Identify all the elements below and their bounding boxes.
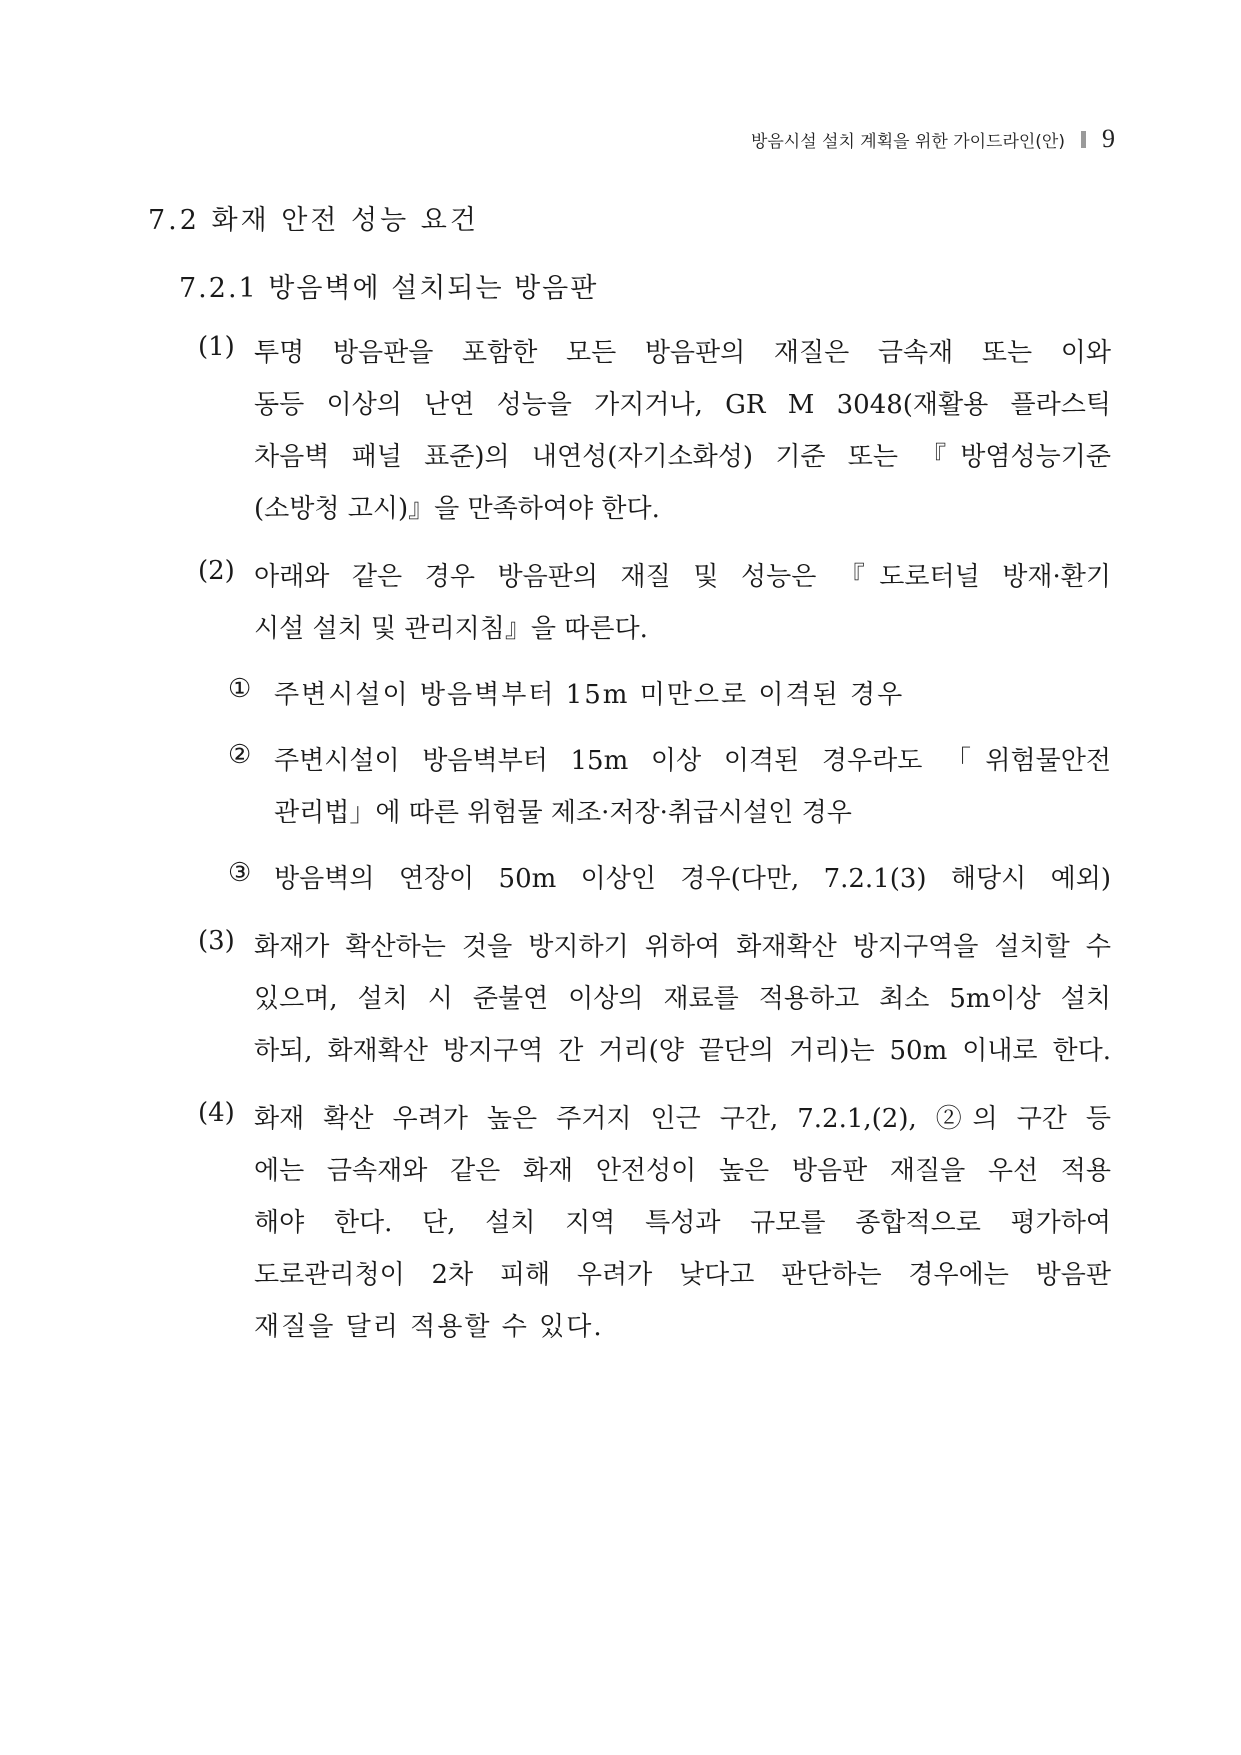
item-4-line-3: 해야 한다. 단, 설치 지역 특성과 규모를 종합적으로 평가하여 [254, 1208, 1111, 1238]
header-title: 방음시설 설치 계획을 위한 가이드라인(안) [750, 131, 1065, 152]
page-number: 9 [1102, 124, 1115, 153]
item-2-line-2: 시설 설치 및 관리지침』을 따른다. [254, 614, 648, 644]
item-1-line-1: 투명 방음판을 포함한 모든 방음판의 재질은 금속재 또는 이와 [254, 338, 1111, 368]
page-header [751, 124, 1115, 154]
item-2-marker: (2) [198, 556, 235, 586]
item-1-marker: (1) [198, 332, 235, 362]
subitem-2-marker: ② [228, 740, 252, 770]
subitem-2-line-2: 관리법」에 따른 위험물 제조·저장·취급시설인 경우 [274, 798, 852, 828]
item-4-line-5: 재질을 달리 적용할 수 있다. [254, 1312, 604, 1342]
item-1-line-3: 차음벽 패널 표준)의 내연성(자기소화성) 기준 또는 『방염성능기준 [254, 442, 1111, 472]
item-1-line-4: (소방청 고시)』을 만족하여야 한다. [254, 494, 660, 524]
item-4-line-2: 에는 금속재와 같은 화재 안전성이 높은 방음판 재질을 우선 적용 [254, 1156, 1111, 1186]
subitem-3-line-1: 방음벽의 연장이 50m 이상인 경우(다만, 7.2.1(3) 해당시 예외) [274, 864, 1111, 894]
subitem-1-marker: ① [228, 674, 252, 704]
item-3-line-1: 화재가 확산하는 것을 방지하기 위하여 화재확산 방지구역을 설치할 수 [254, 932, 1111, 962]
subsection-title: 7.2.1 방음벽에 설치되는 방음판 [179, 273, 599, 304]
item-2-line-1: 아래와 같은 경우 방음판의 재질 및 성능은 『도로터널 방재·환기 [254, 562, 1111, 592]
section-title: 7.2 화재 안전 성능 요건 [148, 205, 479, 236]
item-3-line-3: 하되, 화재확산 방지구역 간 거리(양 끝단의 거리)는 50m 이내로 한다. [254, 1036, 1111, 1066]
subitem-1-line-1: 주변시설이 방음벽부터 15m 미만으로 이격된 경우 [274, 680, 905, 710]
item-1-line-2: 동등 이상의 난연 성능을 가지거나, GR M 3048(재활용 플라스틱 [254, 390, 1111, 420]
subitem-3-marker: ③ [228, 858, 252, 888]
item-4-line-1: 화재 확산 우려가 높은 주거지 인근 구간, 7.2.1,(2), ②의 구간 등 [254, 1104, 1111, 1134]
header-separator [1081, 131, 1086, 148]
item-3-line-2: 있으며, 설치 시 준불연 이상의 재료를 적용하고 최소 5m이상 설치 [254, 984, 1111, 1014]
item-3-marker: (3) [198, 926, 235, 956]
subitem-2-line-1: 주변시설이 방음벽부터 15m 이상 이격된 경우라도 「위험물안전 [274, 746, 1111, 776]
item-4-line-4: 도로관리청이 2차 피해 우려가 낮다고 판단하는 경우에는 방음판 [254, 1260, 1111, 1290]
item-4-marker: (4) [198, 1098, 235, 1128]
